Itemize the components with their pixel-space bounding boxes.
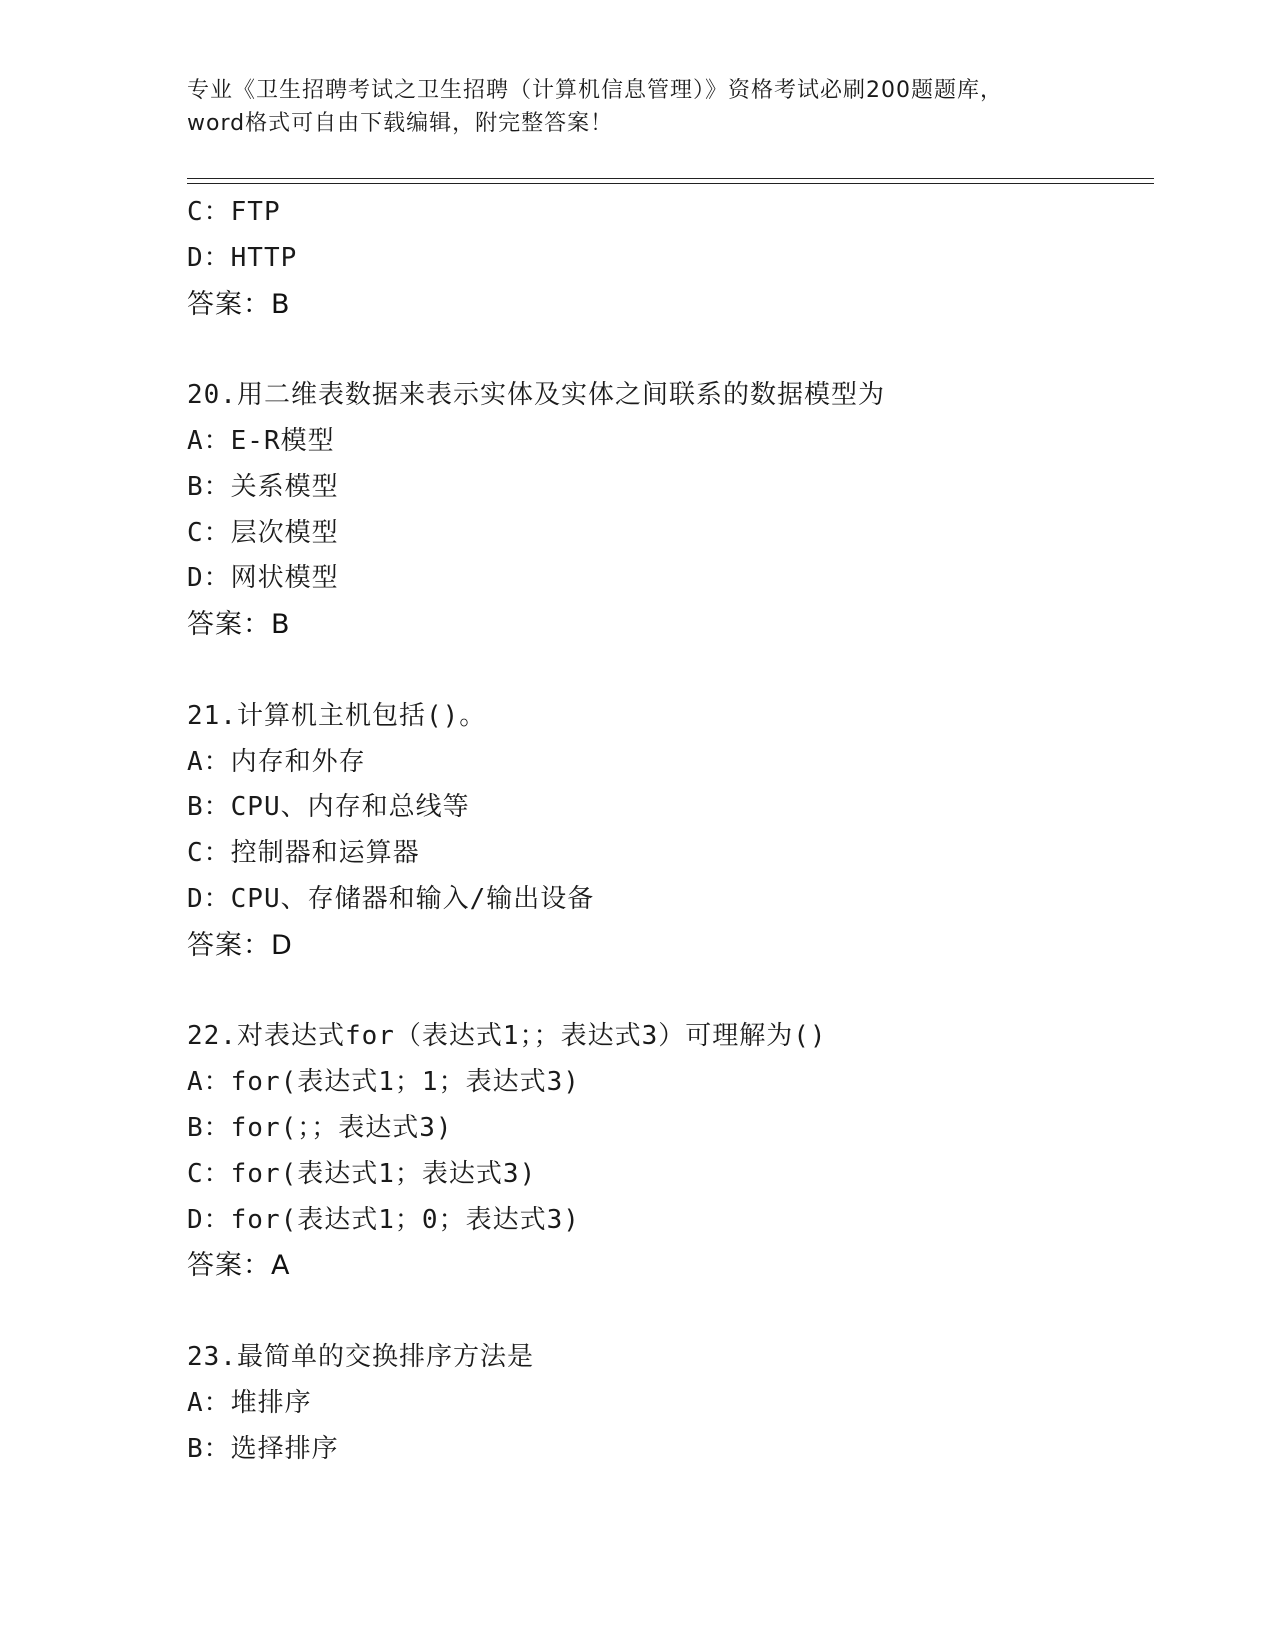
answer-line: 答案：A [187,1250,291,1282]
option-d: D：CPU、存储器和输入/输出设备 [187,883,595,914]
option-a: A：堆排序 [187,1387,312,1418]
option-d: D：网状模型 [187,563,339,594]
spacer [187,1289,1187,1335]
option-c: C：for(表达式1；表达式3) [187,1158,537,1189]
option-b: B：CPU、内存和总线等 [187,792,470,823]
answer-line: 答案：D [187,929,293,961]
spacer [187,327,1187,373]
question-stem: 21.计算机主机包括()。 [187,700,487,731]
answer-line: 答案：B [187,288,291,320]
header-divider-top [187,178,1154,179]
question-stem: 20.用二维表数据来表示实体及实体之间联系的数据模型为 [187,380,885,411]
question-list [187,190,1187,1472]
option-a: A：for(表达式1；1；表达式3) [187,1067,580,1098]
question-19-tail [187,190,1187,327]
document-header [187,74,1087,140]
spacer [187,648,1187,694]
option-b: B：关系模型 [187,471,339,502]
option-a: A：内存和外存 [187,746,366,777]
question-23 [187,1335,1187,1472]
spacer [187,969,1187,1015]
option-b: B：for(；；表达式3) [187,1112,453,1143]
option-c: C：控制器和运算器 [187,838,420,869]
option-c: C：FTP [187,197,281,227]
option-b: B：选择排序 [187,1433,339,1464]
header-divider-bottom [187,183,1154,184]
option-c: C：层次模型 [187,517,339,548]
question-22 [187,1014,1187,1289]
header-title-line-2: word格式可自由下载编辑，附完整答案！ [187,111,614,136]
question-stem: 22.对表达式for（表达式1；；表达式3）可理解为() [187,1021,827,1052]
question-21 [187,694,1187,969]
question-20 [187,373,1187,648]
header-title-line-1: 专业《卫生招聘考试之卫生招聘（计算机信息管理）》资格考试必刷200题题库， [187,78,1003,103]
question-stem: 23.最简单的交换排序方法是 [187,1341,534,1372]
option-a: A：E-R模型 [187,425,335,456]
option-d: D：HTTP [187,242,298,273]
option-d: D：for(表达式1；0；表达式3) [187,1204,580,1235]
answer-line: 答案：B [187,609,291,641]
